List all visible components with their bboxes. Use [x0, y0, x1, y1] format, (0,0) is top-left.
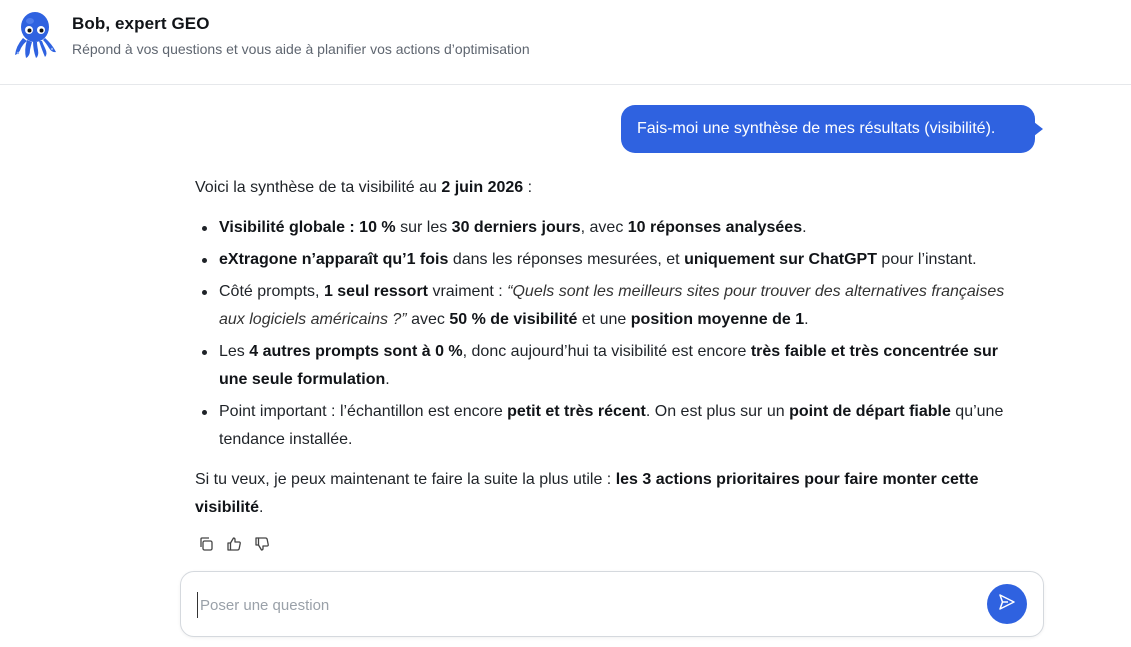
- thumbs-down-icon[interactable]: [253, 535, 271, 553]
- chat-header: [0, 0, 1131, 85]
- answer-bullet-list: [195, 214, 1025, 454]
- message-composer: [180, 571, 1044, 637]
- message-actions: [197, 535, 271, 555]
- assistant-title: Bob, expert GEO: [72, 14, 210, 33]
- list-item: eXtragone n’apparaît qu’1 fois dans les réponses mesurées, et uniquement sur ChatGPT pour l’instant.: [195, 246, 1025, 274]
- send-button[interactable]: [987, 584, 1027, 624]
- octopus-icon: [12, 10, 58, 60]
- list-item: Point important : l’échantillon est encore petit et très récent. On est plus sur un point de départ fiable qu’une tendance installée.: [195, 398, 1025, 454]
- list-item: Visibilité globale : 10 % sur les 30 derniers jours, avec 10 réponses analysées.: [195, 214, 1025, 242]
- copy-icon[interactable]: [197, 535, 215, 553]
- assistant-subtitle: Répond à vos questions et vous aide à planifier vos actions d’optimisation: [72, 41, 530, 57]
- user-message-bubble: Fais-moi une synthèse de mes résultats (visibilité).: [621, 105, 1035, 153]
- list-item: Les 4 autres prompts sont à 0 %, donc aujourd’hui ta visibilité est encore très faible et très concentrée sur une seule formulation.: [195, 338, 1025, 394]
- assistant-answer: [195, 174, 1025, 522]
- thumbs-up-icon[interactable]: [225, 535, 243, 553]
- answer-closing: Si tu veux, je peux maintenant te faire la suite la plus utile : les 3 actions prioritaires pour faire monter cette visibilité.: [195, 471, 979, 516]
- answer-intro: Voici la synthèse de ta visibilité au 2 juin 2026 :: [195, 179, 533, 196]
- send-icon: [998, 593, 1016, 616]
- list-item: Côté prompts, 1 seul ressort vraiment : “Quels sont les meilleurs sites pour trouver des alternatives françaises aux logiciels américains ?” avec 50 % de visibilité et une position moyenne de 1.: [195, 278, 1025, 334]
- question-input[interactable]: [197, 592, 957, 618]
